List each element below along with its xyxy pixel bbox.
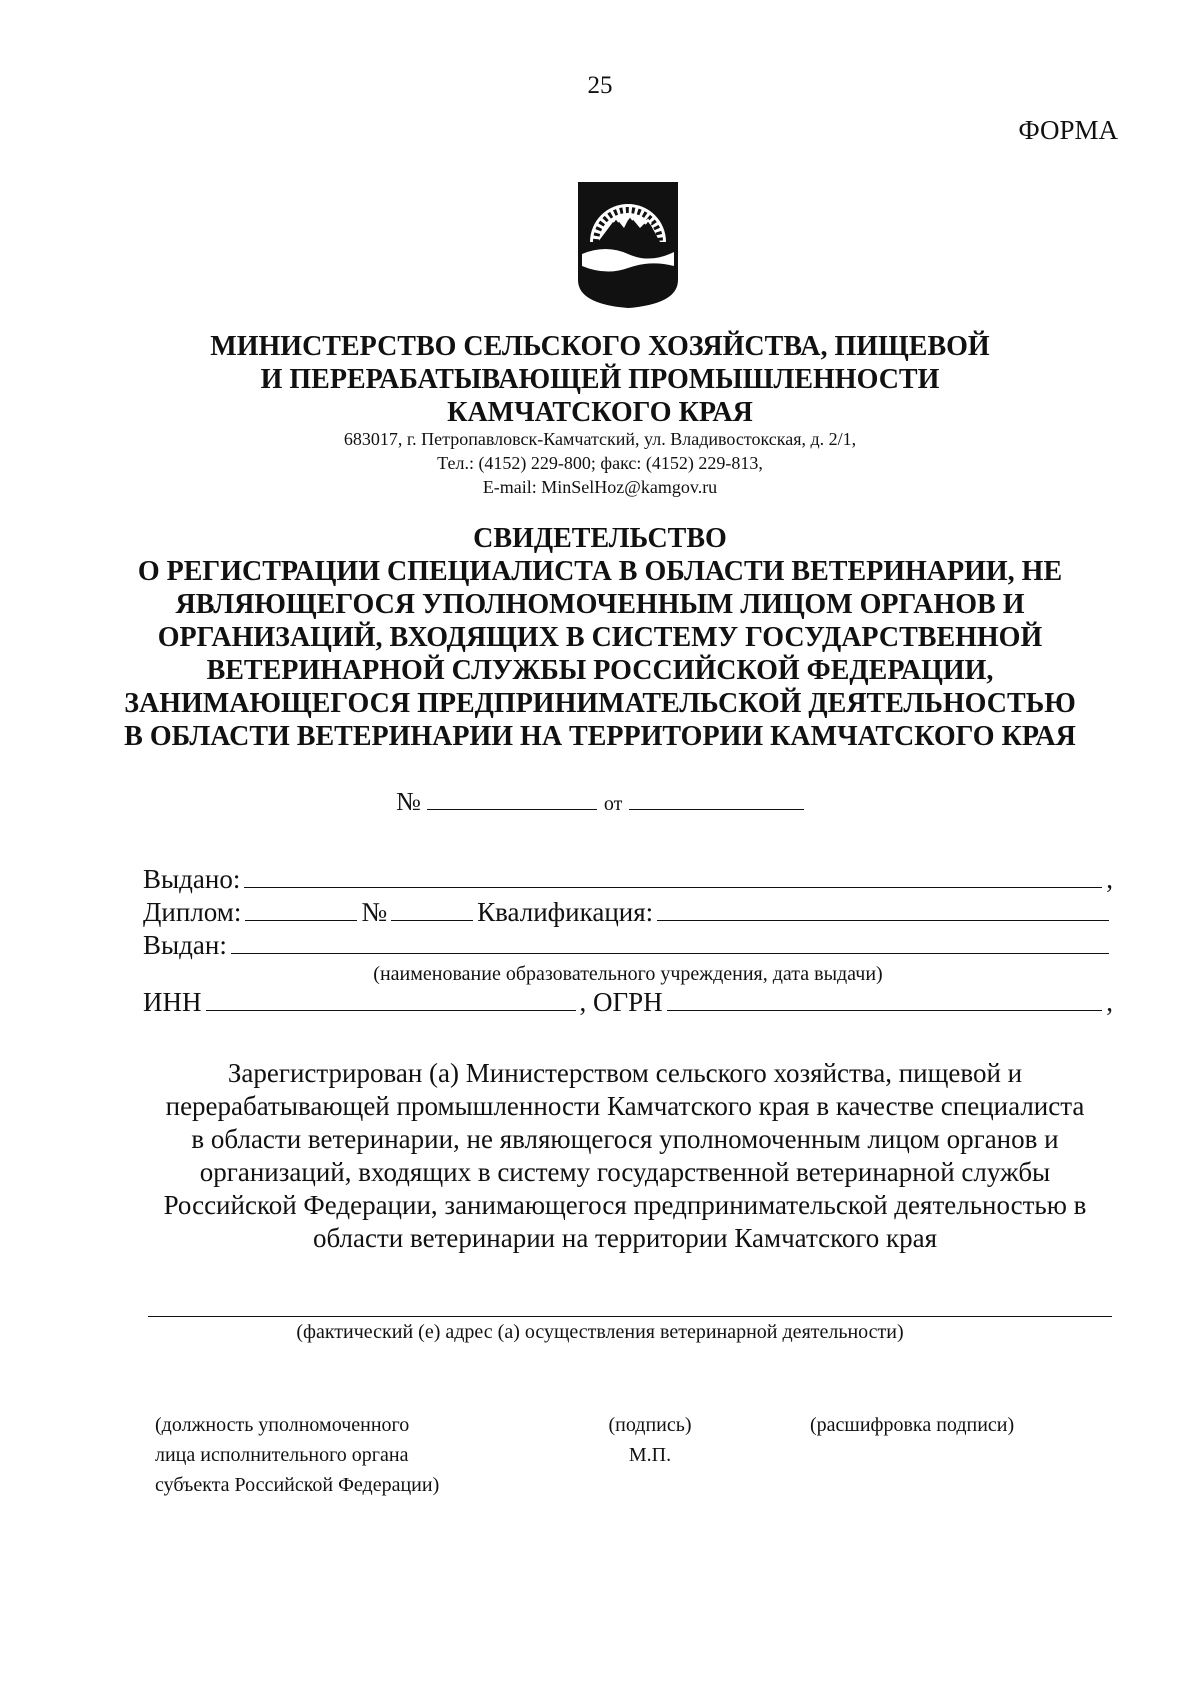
statement-line: перерабатывающей промышленности Камчатского края в качестве специалиста (165, 1091, 1085, 1121)
caption-line: (должность уполномоченного (155, 1414, 410, 1436)
inn-ogrn-row (143, 986, 1113, 1019)
actual-address-hint: (фактический (е) адрес (а) осуществления ветеринарной деятельности) (296, 1321, 904, 1343)
qualification-field[interactable] (657, 896, 1109, 921)
certificate-title-line: ЗАНИМАЮЩЕГОСЯ ПРЕДПРИНИМАТЕЛЬСКОЙ ДЕЯТЕЛЬНОСТЬЮ (124, 688, 1076, 719)
certificate-title-line: ЯВЛЯЮЩЕГОСЯ УПОЛНОМОЧЕННЫМ ЛИЦОМ ОРГАНОВ И (175, 589, 1025, 620)
certificate-title-line: ОРГАНИЗАЦИЙ, ВХОДЯЩИХ В СИСТЕМУ ГОСУДАРСТВЕННОЙ (157, 622, 1043, 653)
ministry-name-line: МИНИСТЕРСТВО СЕЛЬСКОГО ХОЗЯЙСТВА, ПИЩЕВОЙ (210, 331, 990, 362)
email-line: E-mail: MinSelHoz@kamgov.ru (482, 477, 718, 497)
actual-address-field[interactable] (148, 1316, 1112, 1317)
ministry-name (0, 330, 1200, 429)
comma: , (1106, 987, 1113, 1017)
diploma-number-field[interactable] (391, 896, 473, 921)
decoding-label: (расшифровка подписи) (810, 1414, 1015, 1436)
statement-line: области ветеринарии на территории Камчатского края (312, 1223, 938, 1253)
recipient-fields (143, 863, 1113, 1019)
registration-statement (130, 1057, 1120, 1255)
caption-line: лица исполнительного органа (155, 1444, 409, 1466)
ministry-address (0, 427, 1200, 499)
certificate-number-line (0, 787, 1200, 817)
signature-caption (590, 1410, 710, 1470)
issued-by-row (143, 929, 1113, 962)
issued-by-hint: (наименование образовательного учреждения, дата выдачи) (373, 963, 883, 985)
qualification-label: Квалификация: (477, 897, 654, 927)
ministry-name-line: И ПЕРЕРАБАТЫВАЮЩЕЙ ПРОМЫШЛЕННОСТИ (260, 364, 940, 395)
signature-label: (подпись) (608, 1414, 692, 1436)
official-position-caption (155, 1410, 515, 1500)
statement-line: Российской Федерации, занимающегося предпринимательской деятельностью в (163, 1190, 1087, 1220)
caption-line: субъекта Российской Федерации) (155, 1474, 440, 1496)
diploma-series-field[interactable] (245, 896, 357, 921)
certificate-date-field[interactable] (629, 787, 804, 810)
form-label: ФОРМА (1018, 115, 1118, 145)
signature-decoding-caption (810, 1410, 1090, 1440)
certificate-title-line: В ОБЛАСТИ ВЕТЕРИНАРИИ НА ТЕРРИТОРИИ КАМЧАТСКОГО КРАЯ (124, 721, 1076, 752)
number-label: № (396, 787, 421, 816)
diploma-row (143, 896, 1113, 929)
statement-line: в области ветеринарии, не являющегося уполномоченным лицом органов и (191, 1124, 1059, 1154)
stamp-label: М.П. (628, 1444, 672, 1466)
certificate-number-field[interactable] (427, 787, 597, 810)
address-line: Тел.: (4152) 229-800; факс: (4152) 229-813, (437, 453, 763, 473)
diploma-label: Диплом: (143, 897, 242, 927)
ogrn-field[interactable] (667, 986, 1103, 1011)
ministry-name-line: КАМЧАТСКОГО КРАЯ (447, 397, 753, 428)
date-from-label: от (603, 793, 623, 815)
certificate-title-line: ВЕТЕРИНАРНОЙ СЛУЖБЫ РОССИЙСКОЙ ФЕДЕРАЦИИ, (206, 655, 994, 686)
ogrn-label: , ОГРН (579, 987, 663, 1017)
issued-to-label: Выдано: (143, 864, 241, 894)
certificate-title-line: СВИДЕТЕЛЬСТВО (473, 523, 727, 554)
inn-label: ИНН (143, 987, 202, 1017)
certificate-title (0, 522, 1200, 753)
inn-field[interactable] (206, 986, 576, 1011)
issued-to-field[interactable] (244, 863, 1102, 888)
issued-by-label: Выдан: (143, 930, 227, 960)
page-number: 25 (587, 72, 613, 99)
statement-line: организаций, входящих в систему государственной ветеринарной службы (199, 1157, 1051, 1187)
certificate-title-line: О РЕГИСТРАЦИИ СПЕЦИАЛИСТА В ОБЛАСТИ ВЕТЕРИНАРИИ, НЕ (137, 556, 1063, 587)
issued-by-field[interactable] (231, 929, 1109, 954)
kamchatka-coat-of-arms-icon (576, 180, 680, 310)
address-line: 683017, г. Петропавловск-Камчатский, ул. Владивостокская, д. 2/1, (343, 429, 857, 449)
diploma-number-label: № (361, 897, 388, 927)
comma: , (1106, 864, 1113, 894)
issued-to-row (143, 863, 1113, 896)
statement-line: Зарегистрирован (а) Министерством сельского хозяйства, пищевой и (227, 1058, 1023, 1088)
